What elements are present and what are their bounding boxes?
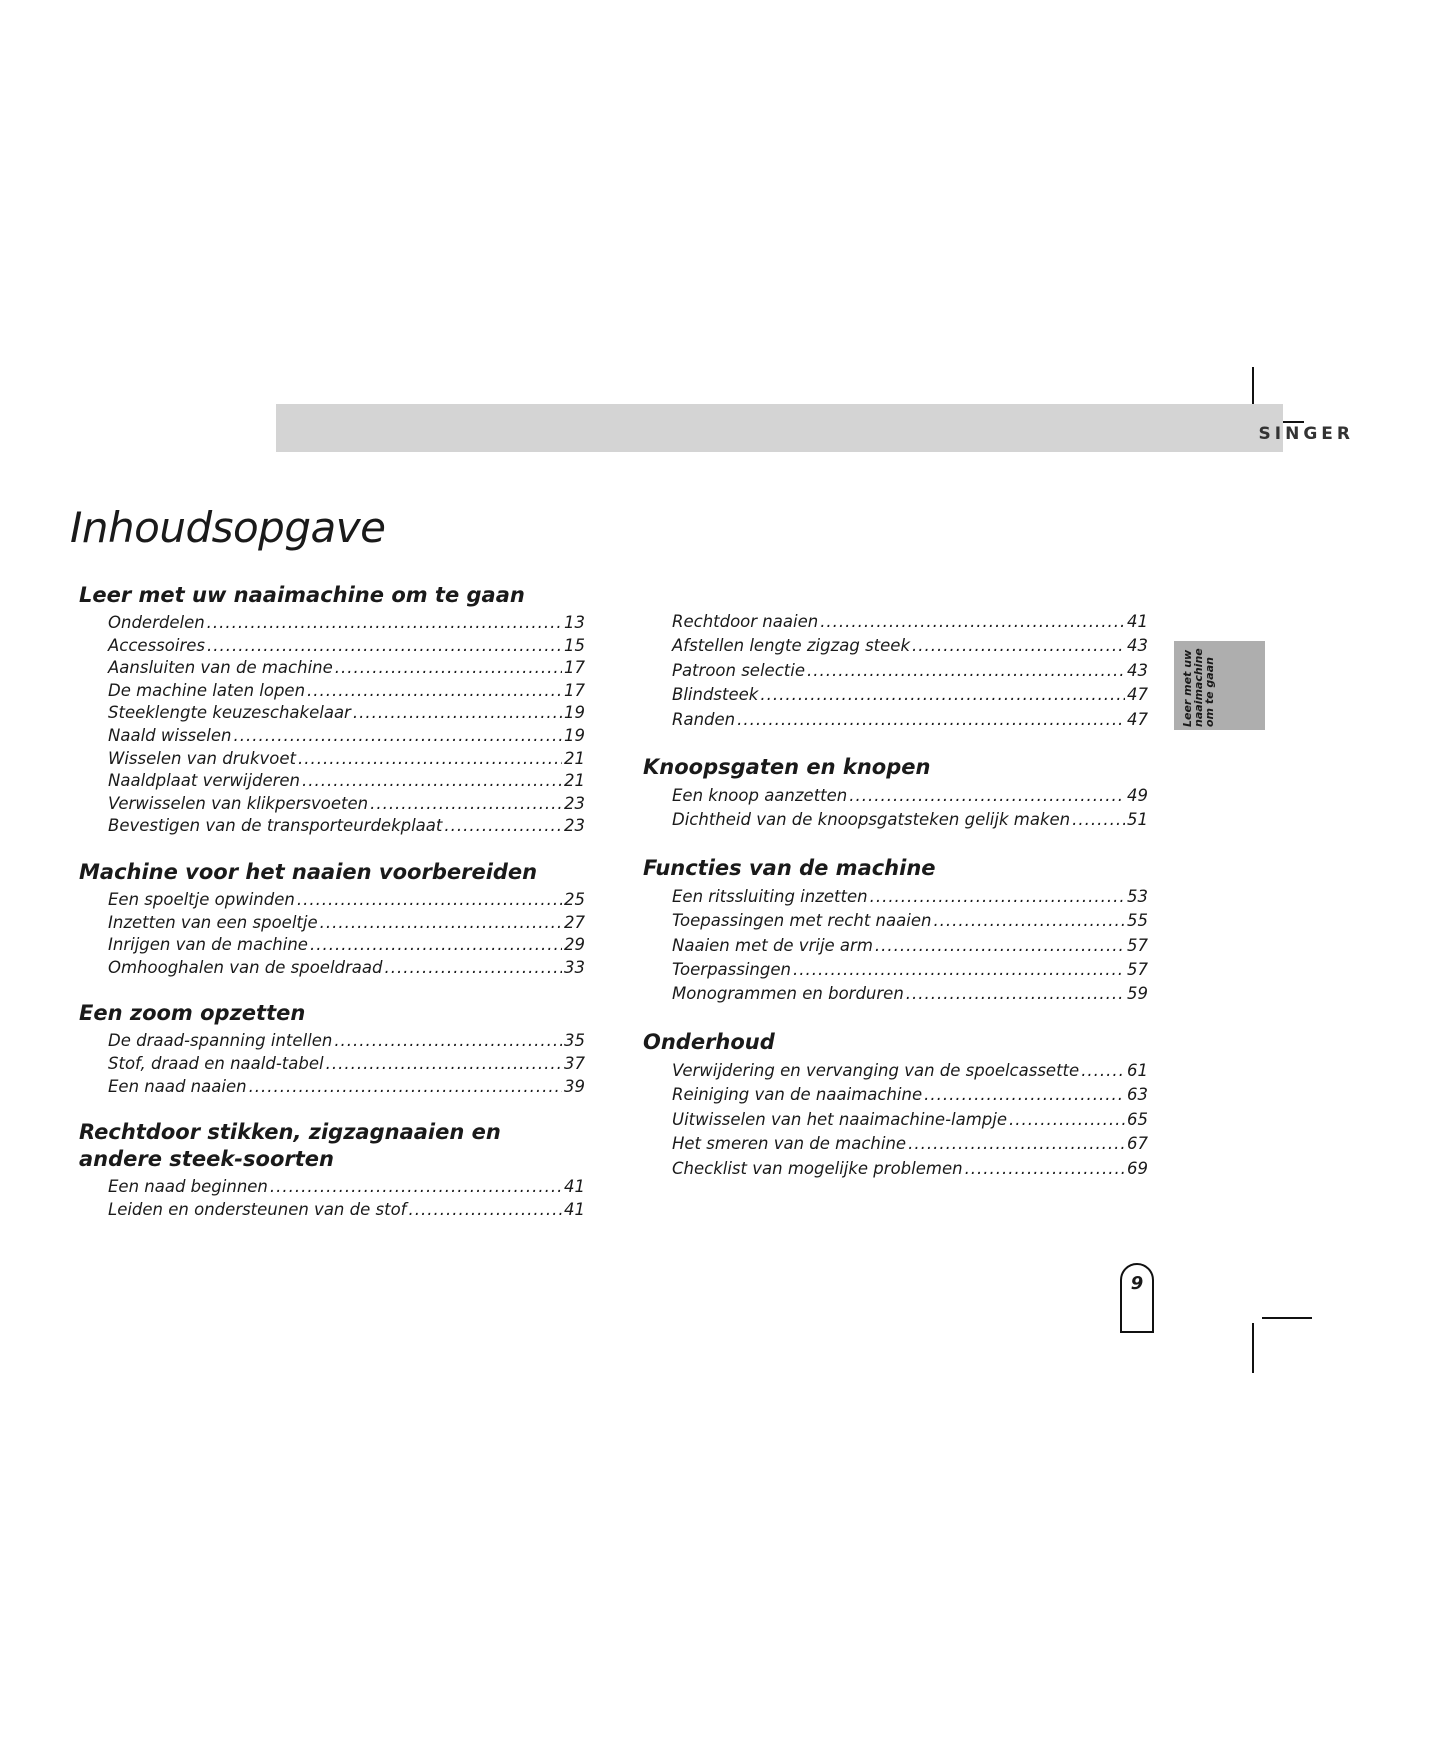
crop-mark-bottom-vertical xyxy=(1252,1323,1254,1373)
toc-entry xyxy=(672,909,1148,933)
toc-entry xyxy=(672,1059,1148,1083)
toc-section xyxy=(79,1000,585,1098)
toc-entry-label: Aansluiten van de machine xyxy=(108,658,333,678)
header-bar xyxy=(276,404,1283,452)
toc-entry-label: Naaien met de vrije arm xyxy=(672,935,873,955)
toc-entry-label: Rechtdoor naaien xyxy=(672,612,819,631)
toc-entry xyxy=(108,612,585,635)
dot-leader xyxy=(908,1132,1125,1156)
dot-leader xyxy=(875,934,1125,958)
toc-entry xyxy=(108,934,585,957)
toc-entry-page: 53 xyxy=(1127,886,1148,906)
toc-entry-label: Dichtheid van de knoopsgatsteken gelijk maken xyxy=(672,810,1071,830)
toc-entry-page: 33 xyxy=(564,957,585,977)
toc-entry-page: 65 xyxy=(1127,1109,1148,1129)
dot-leader xyxy=(353,702,562,725)
dot-leader xyxy=(297,889,562,912)
section-title: Machine voor het naaien voorbereiden xyxy=(79,859,538,884)
toc-entry-page: 23 xyxy=(564,816,585,836)
toc-entry-page: 57 xyxy=(1127,960,1148,980)
section-title: Onderhoud xyxy=(643,1029,775,1054)
toc-entry-label: Toerpassingen xyxy=(672,960,791,980)
toc-entry-label: Omhooghalen van de spoeldraad xyxy=(108,957,383,977)
dot-leader xyxy=(870,885,1125,909)
toc-entry-page: 41 xyxy=(1127,612,1148,631)
toc-entry-page: 41 xyxy=(564,1199,585,1219)
toc-entry xyxy=(108,815,585,838)
dot-leader xyxy=(233,725,562,748)
section-title: Functies van de machine xyxy=(643,855,936,880)
toc-entry-label: Leiden en ondersteunen van de stof xyxy=(108,1199,407,1219)
dot-leader xyxy=(370,793,562,816)
toc-entry-page: 27 xyxy=(564,912,585,932)
toc-entry xyxy=(672,634,1148,658)
side-tab-line: naaimachine xyxy=(1192,648,1205,727)
dot-leader xyxy=(320,912,562,935)
crop-mark-bottom-horizontal xyxy=(1262,1317,1312,1319)
toc-section xyxy=(643,610,1148,732)
toc-entry-page: 17 xyxy=(564,680,585,700)
dot-leader xyxy=(924,1083,1125,1107)
toc-section xyxy=(643,754,1148,833)
toc-entry-page: 29 xyxy=(564,935,585,955)
page-title: Inhoudsopgave xyxy=(70,503,386,552)
toc-entry-page: 19 xyxy=(564,703,585,723)
toc-entry-page: 19 xyxy=(564,725,585,745)
toc-entry-label: Naald wisselen xyxy=(108,725,232,745)
toc-entry-page: 39 xyxy=(564,1076,585,1096)
dot-leader xyxy=(849,784,1125,808)
toc-entry xyxy=(108,1176,585,1199)
dot-leader xyxy=(793,958,1125,982)
toc-entry-page: 69 xyxy=(1127,1158,1148,1178)
brand-logo: SINGER xyxy=(1258,424,1354,444)
toc-entry-label: De machine laten lopen xyxy=(108,680,306,700)
toc-entry xyxy=(108,1076,585,1099)
dot-leader xyxy=(933,909,1125,933)
toc-entry-label: Steeklengte keuzeschakelaar xyxy=(108,703,351,723)
toc-entry xyxy=(672,610,1148,634)
dot-leader xyxy=(207,635,562,658)
dot-leader xyxy=(965,1157,1125,1181)
toc-entry xyxy=(108,770,585,793)
toc-entry-page: 17 xyxy=(564,658,585,678)
dot-leader xyxy=(207,612,562,635)
toc-entry xyxy=(108,912,585,935)
dot-leader xyxy=(807,659,1125,683)
toc-entry-label: Toepassingen met recht naaien xyxy=(672,911,932,931)
toc-section xyxy=(79,582,585,838)
dot-leader xyxy=(310,934,562,957)
toc-entry-page: 47 xyxy=(1127,709,1148,729)
toc-entry-page: 21 xyxy=(564,748,585,768)
dot-leader xyxy=(820,610,1125,634)
toc-entry xyxy=(108,889,585,912)
toc-entry-page: 21 xyxy=(564,771,585,791)
toc-entry-page: 25 xyxy=(564,889,585,909)
side-tab-label xyxy=(1182,641,1215,727)
toc-entry-page: 41 xyxy=(564,1177,585,1197)
section-title: Rechtdoor stikken, zigzagnaaien en andere steek-soorten xyxy=(79,1120,501,1172)
toc-entry-page: 57 xyxy=(1127,935,1148,955)
toc-entry xyxy=(108,1199,585,1222)
toc-entry-label: De draad-spanning intellen xyxy=(108,1031,333,1051)
section-title: Knoopsgaten en knopen xyxy=(643,755,931,780)
dot-leader xyxy=(737,708,1125,732)
toc-entry-label: Een knoop aanzetten xyxy=(672,786,848,806)
toc-entry xyxy=(108,1053,585,1076)
side-tab-line: Leer met uw xyxy=(1181,649,1194,727)
dot-leader xyxy=(335,657,562,680)
toc-entry-label: Checklist van mogelijke problemen xyxy=(672,1158,963,1178)
dot-leader xyxy=(298,748,562,771)
toc-entry-page: 67 xyxy=(1127,1134,1148,1154)
toc-entry-page: 37 xyxy=(564,1053,585,1073)
dot-leader xyxy=(302,770,562,793)
dot-leader xyxy=(408,1199,562,1222)
toc-entry-page: 23 xyxy=(564,793,585,813)
toc-entry xyxy=(108,635,585,658)
dot-leader xyxy=(444,815,562,838)
toc-entry-page: 43 xyxy=(1127,636,1148,656)
toc-entry-page: 59 xyxy=(1127,984,1148,1004)
toc-entry-label: Een naad naaien xyxy=(108,1076,247,1096)
dot-leader xyxy=(1009,1108,1125,1132)
toc-entry-page: 51 xyxy=(1127,810,1148,830)
toc-left-column xyxy=(79,582,585,1242)
toc-entry-page: 43 xyxy=(1127,660,1148,680)
toc-entry-label: Inrijgen van de machine xyxy=(108,935,308,955)
toc-entry-label: Verwisselen van klikpersvoeten xyxy=(108,793,369,813)
toc-entry xyxy=(672,683,1148,707)
toc-entry-label: Het smeren van de machine xyxy=(672,1134,907,1154)
toc-entry xyxy=(672,784,1148,808)
toc-entry xyxy=(108,748,585,771)
section-title: Leer met uw naaimachine om te gaan xyxy=(79,583,525,607)
toc-entry xyxy=(672,659,1148,683)
dot-leader xyxy=(326,1053,562,1076)
toc-entry-label: Een naad beginnen xyxy=(108,1177,268,1197)
toc-right-column xyxy=(643,610,1148,1203)
toc-entry xyxy=(672,885,1148,909)
toc-entry xyxy=(672,982,1148,1006)
dot-leader xyxy=(1081,1059,1125,1083)
side-tab-line: om te gaan xyxy=(1203,657,1216,727)
section-title: Een zoom opzetten xyxy=(79,1001,306,1026)
toc-entry-label: Stof, draad en naald-tabel xyxy=(108,1053,324,1073)
toc-entry-label: Inzetten van een spoeltje xyxy=(108,912,318,932)
dot-leader xyxy=(906,982,1125,1006)
page-number-tab xyxy=(1120,1263,1154,1333)
toc-section xyxy=(79,859,585,979)
dot-leader xyxy=(249,1076,562,1099)
toc-entry-label: Wisselen van drukvoet xyxy=(108,748,297,768)
toc-entry-label: Blindsteek xyxy=(672,685,759,705)
toc-entry-page: 13 xyxy=(564,613,585,632)
toc-entry xyxy=(108,702,585,725)
toc-section xyxy=(643,855,1148,1007)
page-number: 9 xyxy=(1130,1273,1144,1294)
dot-leader xyxy=(912,634,1125,658)
dot-leader xyxy=(270,1176,562,1199)
toc-entry-page: 49 xyxy=(1127,786,1148,806)
dot-leader xyxy=(1072,808,1125,832)
toc-entry-label: Afstellen lengte zigzag steek xyxy=(672,636,911,656)
toc-entry xyxy=(672,1108,1148,1132)
toc-entry-label: Monogrammen en borduren xyxy=(672,984,904,1004)
dot-leader xyxy=(760,683,1125,707)
toc-section xyxy=(643,1029,1148,1181)
toc-entry xyxy=(672,1132,1148,1156)
toc-entry xyxy=(108,1030,585,1053)
toc-entry xyxy=(672,934,1148,958)
toc-entry xyxy=(108,680,585,703)
toc-entry-label: Naaldplaat verwijderen xyxy=(108,771,300,791)
toc-entry xyxy=(672,1083,1148,1107)
toc-entry xyxy=(672,808,1148,832)
toc-entry xyxy=(108,725,585,748)
toc-entry xyxy=(672,708,1148,732)
dot-leader xyxy=(307,680,562,703)
toc-entry-page: 47 xyxy=(1127,685,1148,705)
toc-entry xyxy=(108,793,585,816)
toc-entry-label: Een spoeltje opwinden xyxy=(108,889,295,909)
toc-entry-label: Accessoires xyxy=(108,635,205,655)
toc-entry-page: 15 xyxy=(564,635,585,655)
toc-entry-label: Patroon selectie xyxy=(672,660,805,680)
toc-entry-label: Uitwisselen van het naaimachine-lampje xyxy=(672,1109,1007,1129)
dot-leader xyxy=(385,957,563,980)
toc-entry-label: Bevestigen van de transporteurdekplaat xyxy=(108,816,443,836)
toc-entry-label: Onderdelen xyxy=(108,613,205,632)
toc-entry-page: 63 xyxy=(1127,1085,1148,1105)
toc-entry-label: Reiniging van de naaimachine xyxy=(672,1085,923,1105)
dot-leader xyxy=(334,1030,562,1053)
toc-entry-page: 61 xyxy=(1127,1060,1148,1080)
toc-entry xyxy=(108,957,585,980)
toc-section xyxy=(79,1119,585,1221)
toc-entry xyxy=(672,1157,1148,1181)
toc-entry-label: Een ritssluiting inzetten xyxy=(672,886,868,906)
toc-entry xyxy=(108,657,585,680)
toc-entry-label: Randen xyxy=(672,709,736,729)
toc-entry xyxy=(672,958,1148,982)
toc-entry-label: Verwijdering en vervanging van de spoelcassette xyxy=(672,1060,1080,1080)
toc-entry-page: 35 xyxy=(564,1031,585,1051)
toc-entry-page: 55 xyxy=(1127,911,1148,931)
